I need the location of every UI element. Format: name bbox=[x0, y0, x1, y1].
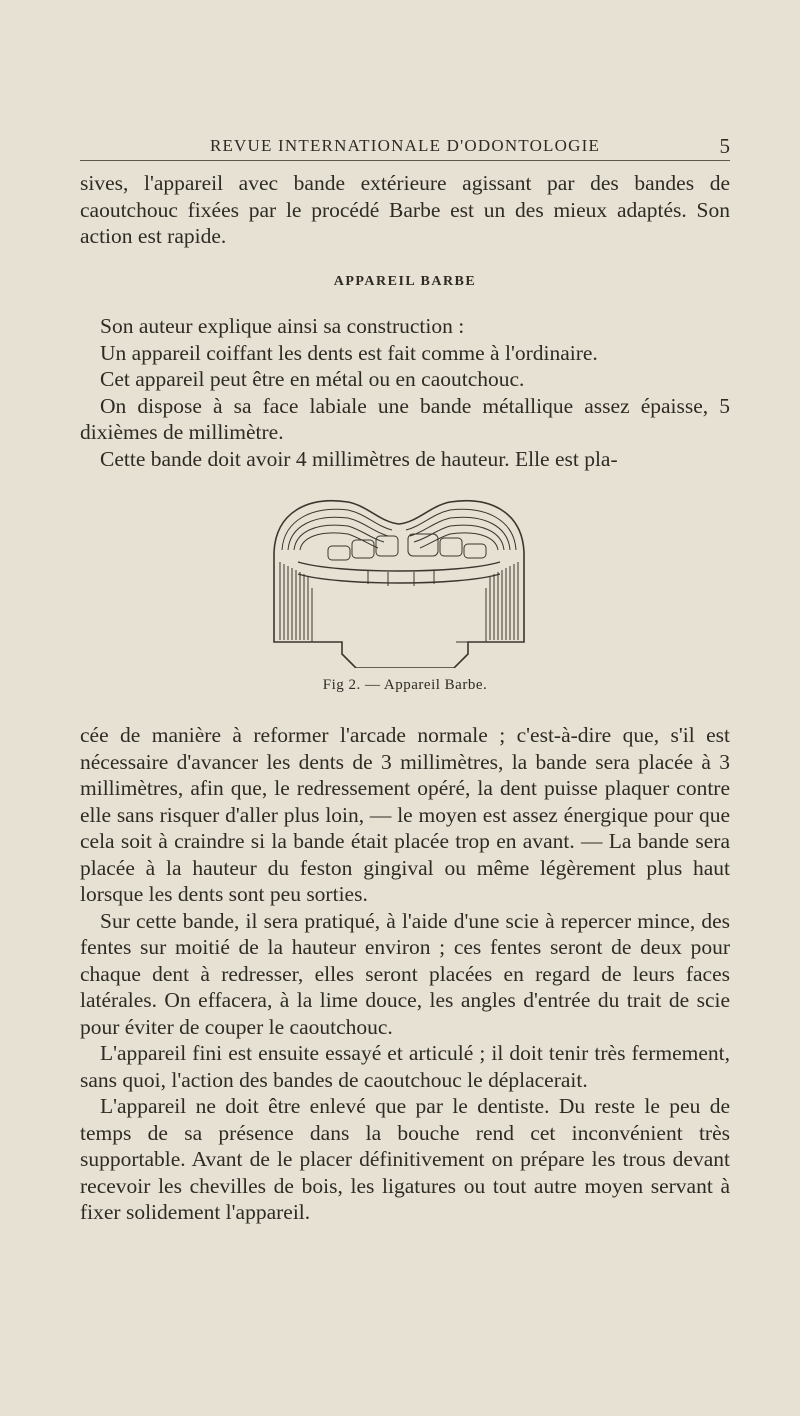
paragraph: On dispose à sa face labiale une bande métallique assez épaisse, 5 dixièmes de millimètre. bbox=[80, 393, 730, 444]
paragraph: L'appareil fini est ensuite essayé et articulé ; il doit tenir très fermement, sans quoi, l'action des bandes de caoutchouc le déplacerait. bbox=[80, 1041, 730, 1092]
paragraph: cée de manière à reformer l'arcade normale ; c'est-à-dire que, s'il est nécessaire d'avancer les dents de 3 millimètres, la bande sera placée à 3 millimètres, afin que, le redressement opéré, la dent puisse plaquer contre elle sans risquer d'aller plus loin, — le moyen est assez énergique pour que cela soit à craindre si la bande était placée trop en avant. — La bande sera placée à la hauteur du feston gingival ou même légèrement plus haut lorsque les dents sont peu sorties. bbox=[80, 723, 730, 906]
paragraph: Son auteur explique ainsi sa construction : bbox=[100, 314, 465, 338]
paragraph: Sur cette bande, il sera pratiqué, à l'aide d'une scie à repercer mince, des fentes sur moitié de la hauteur environ ; ces fentes seront de deux pour chaque dent à redresser, elles seront placées en regard de leurs faces latérales. On effacera, à la lime douce, les angles d'entrée du trait de scie pour éviter de couper le caoutchouc. bbox=[80, 908, 730, 1039]
section-block bbox=[80, 313, 730, 472]
intro-block bbox=[80, 170, 730, 250]
page-number: 5 bbox=[719, 134, 730, 158]
running-head bbox=[80, 134, 730, 161]
paragraph: Un appareil coiffant les dents est fait comme à l'ordinaire. bbox=[100, 340, 598, 365]
dental-appliance-figure bbox=[268, 492, 530, 668]
figure-caption: Fig 2. — Appareil Barbe. bbox=[322, 677, 488, 693]
dental-appliance-icon bbox=[268, 492, 530, 668]
section-heading: APPAREIL BARBE bbox=[333, 274, 477, 289]
running-title: REVUE INTERNATIONALE D'ODONTOLOGIE bbox=[209, 136, 601, 155]
intro-paragraph: sives, l'appareil avec bande extérieure agissant par des bandes de caoutchouc fixées par le procédé Barbe est un des mieux adaptés. Son action est rapide. bbox=[80, 171, 730, 248]
body-block bbox=[80, 722, 730, 1226]
paragraph: Cet appareil peut être en métal ou en caoutchouc. bbox=[100, 367, 525, 391]
paragraph: Cette bande doit avoir 4 millimètres de hauteur. Elle est pla- bbox=[100, 446, 618, 471]
paragraph: L'appareil ne doit être enlevé que par le dentiste. Du reste le peu de temps de sa présence dans la bouche rend cet inconvénient très supportable. Avant de le placer définitivement on prépare les trous devant recevoir les chevilles de bois, les ligatures ou tout autre moyen servant à fixer solidement l'appareil. bbox=[80, 1094, 730, 1224]
